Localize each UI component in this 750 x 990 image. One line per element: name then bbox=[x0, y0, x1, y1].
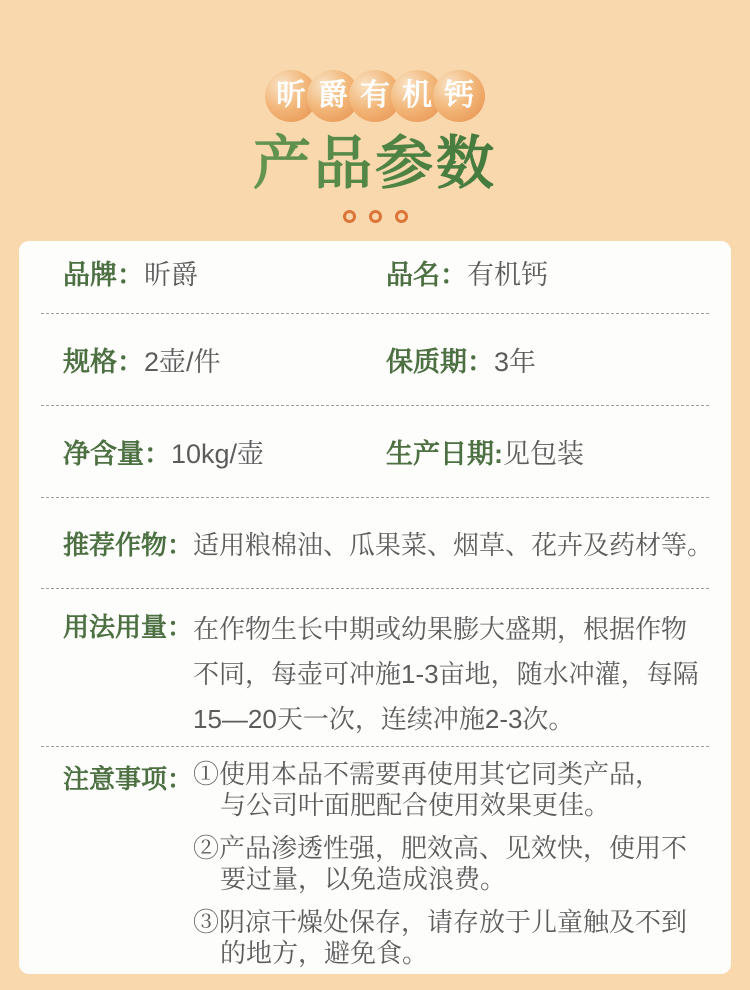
section-text bbox=[193, 759, 709, 969]
page-header bbox=[0, 0, 750, 224]
spec-label: 生产日期: bbox=[386, 439, 503, 469]
brand-badge-circle bbox=[433, 70, 485, 122]
note-item: ①使用本品不需要再使用其它同类产品， 与公司叶面肥配合使用效果更佳。 bbox=[193, 759, 662, 820]
section-text: 在作物生长中期或幼果膨大盛期，根据作物 不同，每壶可冲施1-3亩地，随水冲灌，每隔 15—20天一次，连续冲施2-3次。 bbox=[193, 614, 699, 734]
spec-row-netweight-date bbox=[41, 406, 709, 497]
spec-field-shelf-life bbox=[386, 344, 709, 380]
spec-field-brand bbox=[63, 257, 386, 293]
section-label: 推荐作物： bbox=[63, 530, 194, 560]
dot-icon bbox=[369, 210, 382, 223]
spec-field-net-weight bbox=[63, 436, 386, 472]
section-recommended-crops bbox=[41, 498, 714, 588]
note-item: ②产品渗透性强，肥效高、见效快，使用不 要过量，以免造成浪费。 bbox=[193, 833, 688, 894]
spec-value: 昕爵 bbox=[144, 260, 198, 290]
spec-label: 品牌： bbox=[63, 260, 144, 290]
spec-value: 3年 bbox=[494, 347, 537, 377]
page-title: 产品参数 bbox=[0, 132, 750, 196]
spec-row-brand-name bbox=[41, 241, 709, 313]
brand-badge-char: 钙 bbox=[444, 79, 474, 112]
dot-icon bbox=[395, 210, 408, 223]
spec-field-production-date bbox=[386, 436, 709, 472]
section-usage-dosage bbox=[41, 589, 709, 746]
brand-badge-char: 爵 bbox=[318, 79, 348, 112]
section-text: 适用粮棉油、瓜果菜、烟草、花卉及药材等。 bbox=[193, 530, 714, 560]
section-label: 注意事项： bbox=[63, 764, 194, 794]
brand-badge-char: 昕 bbox=[276, 79, 306, 112]
brand-badges bbox=[0, 70, 750, 122]
spec-value: 见包装 bbox=[503, 439, 584, 469]
specs-card bbox=[19, 241, 731, 974]
spec-value: 有机钙 bbox=[467, 260, 548, 290]
brand-badge-char: 机 bbox=[402, 79, 432, 112]
spec-value: 2壶/件 bbox=[144, 347, 221, 377]
spec-field-spec bbox=[63, 344, 386, 380]
dot-icon bbox=[343, 210, 356, 223]
dots-decoration bbox=[0, 210, 750, 224]
brand-badge-char: 有 bbox=[360, 79, 390, 112]
section-precautions bbox=[41, 747, 709, 969]
spec-value: 10kg/壶 bbox=[171, 439, 265, 469]
spec-row-spec-shelflife bbox=[41, 314, 709, 405]
spec-label: 净含量： bbox=[63, 439, 171, 469]
section-label: 用法用量： bbox=[63, 612, 194, 642]
spec-label: 品名： bbox=[386, 260, 467, 290]
spec-label: 规格： bbox=[63, 347, 144, 377]
note-item: ③阴凉干燥处保存，请存放于儿童触及不到 的地方，避免食。 bbox=[193, 907, 688, 968]
spec-field-product-name bbox=[386, 257, 709, 293]
spec-label: 保质期： bbox=[386, 347, 494, 377]
